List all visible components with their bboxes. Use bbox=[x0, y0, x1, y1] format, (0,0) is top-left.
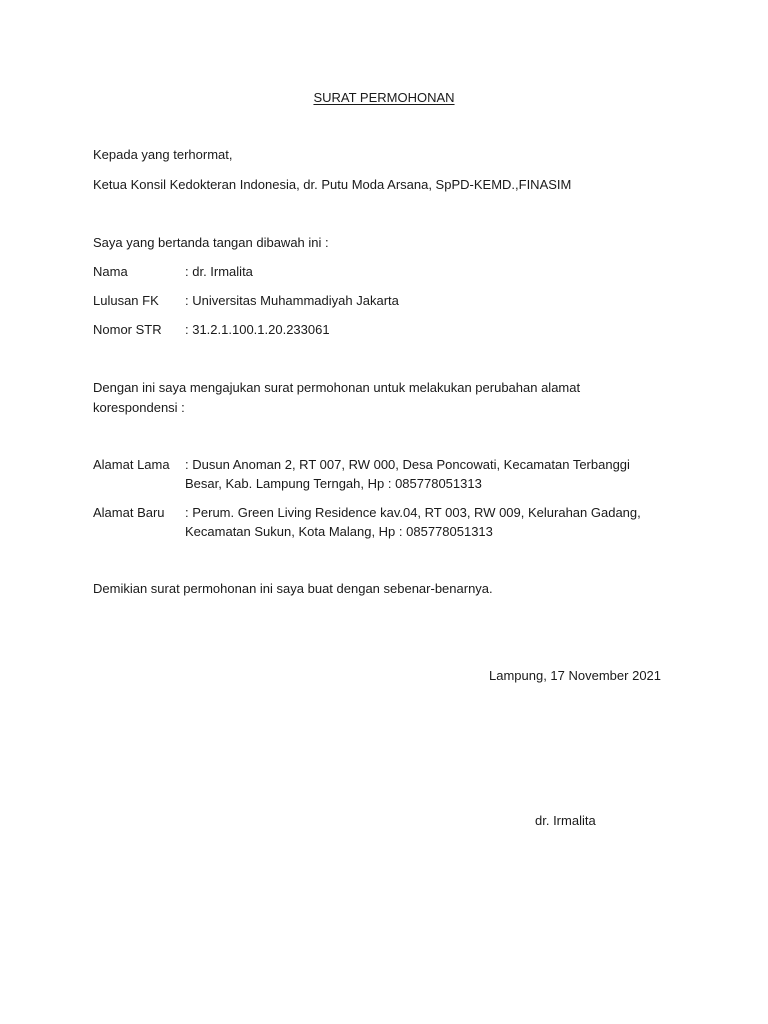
old-address-line-1: : Dusun Anoman 2, RT 007, RW 000, Desa Poncowati, Kecamatan Terbanggi bbox=[185, 457, 630, 472]
new-address-line-2: Kecamatan Sukun, Kota Malang, Hp : 085778051313 bbox=[185, 524, 493, 539]
place-date: Lampung, 17 November 2021 bbox=[489, 668, 662, 683]
request-line-2: korespondensi : bbox=[93, 400, 185, 415]
old-address-line-2: Besar, Kab. Lampung Terngah, Hp : 085778051313 bbox=[185, 476, 482, 491]
identity-value-str: : 31.2.1.100.1.20.233061 bbox=[185, 322, 330, 337]
identity-value-name: : dr. Irmalita bbox=[185, 264, 253, 279]
identity-label-str: Nomor STR bbox=[93, 322, 162, 337]
letter-title: SURAT PERMOHONAN bbox=[313, 90, 455, 105]
signatory-name: dr. Irmalita bbox=[535, 813, 596, 828]
new-address-label: Alamat Baru bbox=[93, 505, 165, 520]
identity-label-faculty: Lulusan FK bbox=[93, 293, 159, 308]
identity-label-name: Nama bbox=[93, 264, 128, 279]
recipient-line: Ketua Konsil Kedokteran Indonesia, dr. Putu Moda Arsana, SpPD-KEMD.,FINASIM bbox=[93, 177, 572, 192]
closing-line: Demikian surat permohonan ini saya buat dengan sebenar-benarnya. bbox=[93, 581, 493, 596]
intro-line: Saya yang bertanda tangan dibawah ini : bbox=[93, 235, 329, 250]
identity-value-faculty: : Universitas Muhammadiyah Jakarta bbox=[185, 293, 399, 308]
new-address-line-1: : Perum. Green Living Residence kav.04, RT 003, RW 009, Kelurahan Gadang, bbox=[185, 505, 641, 520]
old-address-label: Alamat Lama bbox=[93, 457, 170, 472]
salutation: Kepada yang terhormat, bbox=[93, 147, 233, 162]
request-line-1: Dengan ini saya mengajukan surat permohonan untuk melakukan perubahan alamat bbox=[93, 380, 581, 395]
